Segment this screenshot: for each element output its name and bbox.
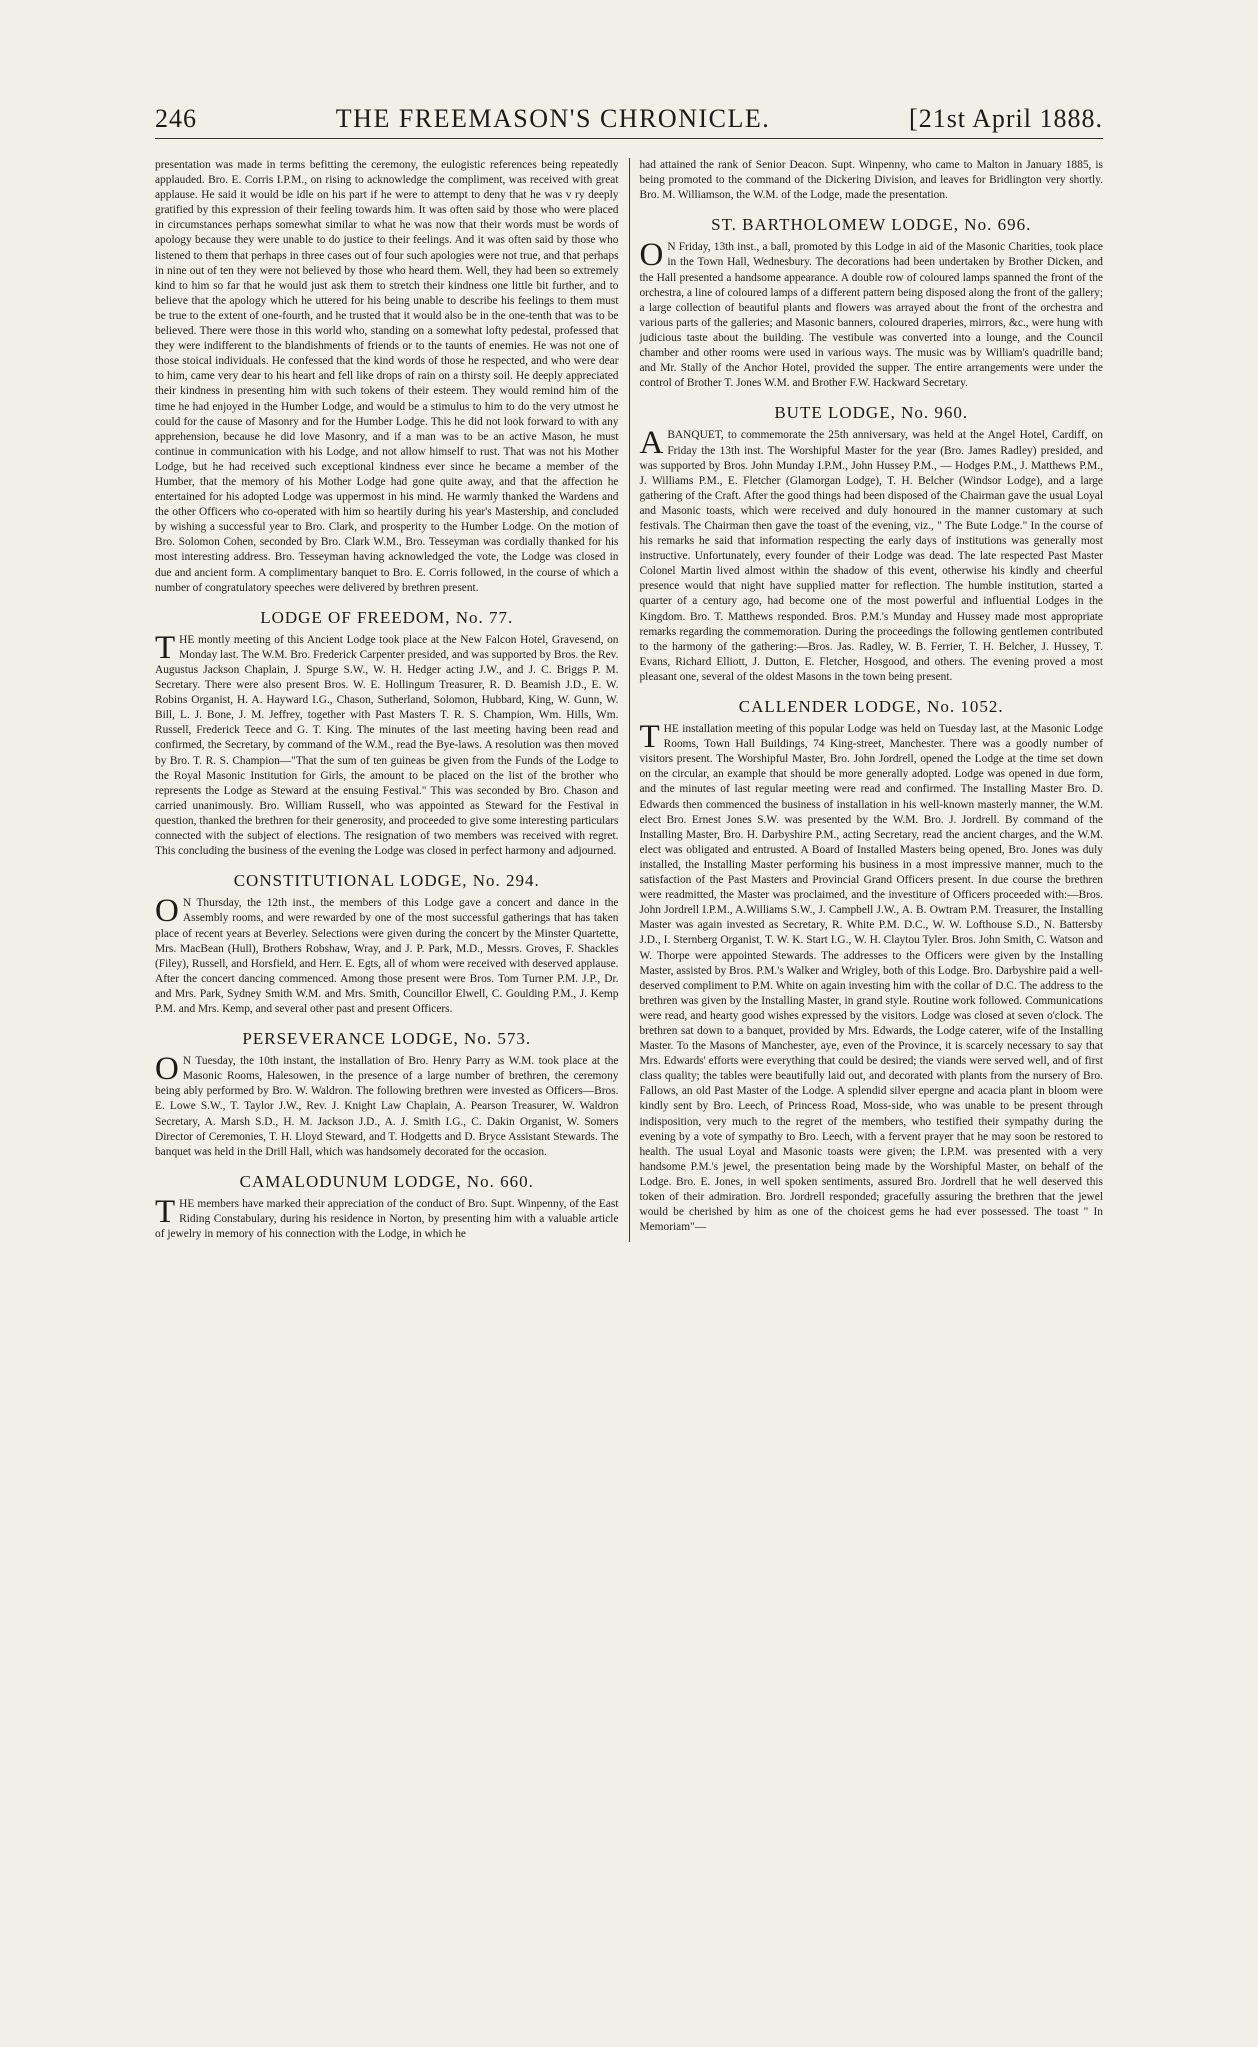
- freedom-lodge-heading: LODGE OF FREEDOM, No. 77.: [260, 607, 514, 627]
- page-number: 246: [155, 104, 197, 133]
- constitutional-lodge-heading: CONSTITUTIONAL LODGE, No. 294.: [233, 871, 540, 891]
- page-header: [155, 104, 1103, 134]
- freedom-lodge-text: THE montly meeting of this Ancient Lodge took place at the New Falcon Hotel, Gravesend, on Monday last. The W.M. Bro. Frederick Carpenter presided, and was supported by Bros. the Rev. Augustus Jackson Chaplain, J. Spurge S.W., W. H. Hedger acting J.W., and J. C. Briggs P. M. Secretary. There were also present Bros. W. E. Hollingum Treasurer, R. D. Beamish J.D., E. W. Robins Organist, H. A. Hayward I.G., Chason, Sutherland, Solomon, Hubbard, King, W. Gunn, W. Bill, L. J. Bone, J. M. Jeffrey, together with Past Masters T. R. S. Champion, Wm. Hills, Wm. Russell, Frederick Teece and G. T. King. The minutes of the last meeting having been read and confirmed, the Secretary, by command of the W.M., read the Bye-laws. A resolution was then moved by Bro. T. R. S. Champion—"That the sum of ten guineas be given from the Funds of the Lodge to the Royal Masonic Institution for Girls, the amount to be placed on the list of the brother who represents the Lodge as Steward at the ensuing Festival." This was seconded by Bro. Chason and carried unanimously. Bro. William Russell, who was appointed as Steward for the Festival in question, thanked the brethren for their generosity, and proceeded to give some interesting particulars connected with the subject of elections. The resignation of two members was received with regret. This concluding the business of the evening the Lodge was closed in perfect harmony and adjourned.: [155, 629, 619, 858]
- bute-lodge-text: ABANQUET, to commemorate the 25th anniversary, was held at the Angel Hotel, Cardiff, on Friday the 13th inst. The Worshipful Master for the year (Bro. James Radley) presided, and was supported by Bros. John Munday I.P.M., John Hussey P.M., — Hodges P.M., J. Matthews P.M., J. Williams P.M., E. Fletcher (Glamorgan Lodge), T. H. Belcher (Windsor Lodge), and a large gathering of the Craft. After the good things had been disposed of the Chairman gave the usual Loyal and Masonic toasts, which were received and duly honoured in the manner customary at such festivals. The Chairman then gave the toast of the evening, viz., " The Bute Lodge." In the course of his remarks he said that information respecting the early days of institutions was generally most instructive. Unfortunately, every founder of their Lodge was dead. The late respected Past Master Colonel Martin lived almost within the shadow of this event, otherwise his kindly and cheerful presence would that night have supplied matter for reflection. The humble institution, started a quarter of a century ago, had become one of the most powerful and influential Lodges in the Kingdom. Bro. T. Matthews responded. Bros. P.M.'s Munday and Hussey made most appropriate remarks regarding the commemoration. During the proceedings the following gentlemen contributed to the harmony of the gathering:—Bros. Jas. Radley, W. B. Ferrier, T. H. Belcher, J. Hussey, T. Evans, Richard Elliott, J. Dutton, E. Fletcher, Hosgood, and others. The evening proved a most pleasant one, several of the oldest Masons in the town being present.: [639, 425, 1103, 683]
- perseverance-lodge-text: ON Tuesday, the 10th instant, the installation of Bro. Henry Parry as W.M. took place at the Masonic Rooms, Halesowen, in the presence of a large number of brethren, the ceremony being ably performed by Bro. W. Waldron. The following brethren were invested as Officers—Bros. E. Lowe S.W., T. Taylor J.W., Rev. J. Knight Law Chaplain, A. Pearson Treasurer, W. Waldron Secretary, A. Marsh S.D., H. M. Jackson J.D., A. J. Smith I.G., C. Dakin Organist, W. Somers Director of Ceremonies, T. H. Lloyd Steward, and T. Hodgetts and D. Bryce Assistant Stewards. The banquet was held in the Drill Hall, which was handsomely decorated for the occasion.: [155, 1051, 619, 1158]
- perseverance-lodge-heading: PERSEVERANCE LODGE, No. 573.: [242, 1029, 532, 1049]
- bute-lodge-heading: BUTE LODGE, No. 960.: [774, 403, 969, 423]
- constitutional-lodge-text: ON Thursday, the 12th inst., the members of this Lodge gave a concert and dance in the Assembly rooms, and were rewarded by one of the most successful gatherings that has taken place of recent years at Beverley. Selections were given during the concert by the Minster Quartette, Mrs. MacBean (Hull), Brothers Robshaw, Wray, and J. P. Park, M.D., Messrs. Groves, F. Shackles (Filey), Russell, and Horsfield, and Herr. E. Egts, all of whom were received with deserved applause. After the concert dancing commenced. Among those present were Bros. Tom Turner P.M. J.P., Dr. and Mrs. Park, Sydney Smith W.M. and Mrs. Smith, Councillor Elwell, C. Goulding P.M., J. Kemp P.M. and Mrs. Kemp, and several other past and present Officers.: [155, 893, 619, 1015]
- callender-lodge-heading: CALLENDER LODGE, No. 1052.: [738, 697, 1004, 716]
- column-divider: [629, 158, 630, 1242]
- bartholomew-lodge-heading: ST. BARTHOLOMEW LODGE, No. 696.: [711, 215, 1032, 235]
- article-columns: [155, 158, 1103, 1242]
- camalodunum-lodge-text: THE members have marked their appreciation of the conduct of Bro. Supt. Winpenny, of the East Riding Constabulary, during his residence in Norton, by presenting him with a valuable article of jewelry in memory of his connection with the Lodge, in which he: [155, 1193, 619, 1241]
- continued-paragraph-right: had attained the rank of Senior Deacon. Supt. Winpenny, who came to Malton in January 1885, is being promoted to the command of the Dickering Division, and leaves for Bridlington very shortly. Bro. M. Williamson, the W.M. of the Lodge, made the presentation.: [639, 159, 1103, 202]
- masthead-title: THE FREEMASON'S CHRONICLE.: [335, 104, 771, 133]
- issue-date: [21st April 1888.: [909, 104, 1103, 133]
- camalodunum-lodge-heading: CAMALODUNUM LODGE, No. 660.: [239, 1171, 534, 1191]
- callender-lodge-text: THE installation meeting of this popular Lodge was held on Tuesday last, at the Masonic Lodge Rooms, Town Hall Buildings, 74 King-street, Manchester. There was a goodly number of visitors present. The Worshipful Master, Bro. John Jordrell, opened the Lodge at the time set down on the circular, an example that should be more generally adopted. Lodge was opened in due form, and the minutes of last regular meeting were read and confirmed. The Installing Master Bro. D. Edwards then commenced the business of installation in his well-known masterly manner, the W.M. elect Bro. Ernest Jones S.W. was presented by the W.M. Bro. J. Jordrell. By command of the Installing Master, Bro. H. Darbyshire P.M., acting Secretary, read the ancient charges, and the W.M. elect was obligated and entrusted. A Board of Installed Masters being opened, Bro. Jones was duly installed, the Installing Master performing his business in a most impressive manner, much to the satisfaction of the Past Masters and Provincial Grand Officers present. In due course the brethren were readmitted, the Master was proclaimed, and the investiture of Officers proceeded with:—Bros. John Jordrell I.P.M., A.Williams S.W., J. Campbell J.W., A. B. Owtram P.M. Treasurer, the Installing Master was again invested as Secretary, R. White P.M. D.C., W. W. Lofthouse S.D., N. Battersby J.D., I. Sternberg Organist, T. W. K. Start I.G., W. H. Claytou Tyler. Bros. John Smith, C. Watson and W. Thorpe were appointed Stewards. The addresses to the Officers were given by the Installing Master, assisted by Bros. P.M.'s Walker and Wrigley, both of this Lodge. Bro. Darbyshire paid a well-deserved compliment to P.M. White on again investing him with the collar of D.C. The address to the brethren was given by the Installing Master, in grand style. Routine work followed. Communications were read, and hearty good wishes expressed by the visitors. Lodge was closed at seven o'clock. The brethren sat down to a banquet, provided by Mrs. Edwards, the Lodge caterer, wife of the Installing Master. To the Masons of Manchester, aye, even of the Province, it is scarcely necessary to say that Mrs. Edwards' efforts were everything that could be desired; the viands were served well, and of first class quality; the tables were beautifully laid out, and decorated with plants from the nursery of Bro. Fallows, an old Past Master of the Lodge. A splendid silver epergne and acacia plant in bloom were kindly sent by Bro. Leech, of Princess Road, Moss-side, who was unable to be present through indisposition, very much to the regret of the members, who testified their sympathy during the evening by a vote of sympathy to Bro. Leech, with a fervent prayer that he may soon be restored to health. The usual Loyal and Masonic toasts were given; the I.P.M. was presented with a very handsome P.M.'s jewel, the presentation being made by the Worshipful Master, on behalf of the Lodge. Bro. E. Jones, in well spoken sentiments, assured Bro. Jordrell that he well deserved this token of their admiration. Bro. Jordrell responded; gracefully assuring the brethren that the jewel would be cherished by him as one of the choicest gems he had ever possessed. The toast " In Memoriam"—: [639, 719, 1103, 1234]
- header-rule: [155, 138, 1103, 139]
- left-column: [155, 158, 619, 1242]
- bartholomew-lodge-text: ON Friday, 13th inst., a ball, promoted by this Lodge in aid of the Masonic Charities, took place in the Town Hall, Wednesbury. The decorations had been undertaken by Brother Dicken, and the Hall presented a handsome appearance. A double row of coloured lamps spanned the front of the orchestra, a line of coloured lamps of a different pattern being disposed along the front of the gallery; a large collection of beautiful plants and flowers was arrayed about the front of the orchestra and various parts of the galleries; and Masonic banners, coloured draperies, mirrors, &c., were hung with judicious taste about the building. The vestibule was converted into a lounge, and the Council chamber and other rooms were used in various ways. The music was by William's quadrille band; and Mr. Stally of the Anchor Hotel, provided the supper. The entire arrangements were under the control of Brother T. Jones W.M. and Brother F.W. Hackward Secretary.: [639, 237, 1103, 390]
- continued-paragraph: presentation was made in terms befitting the ceremony, the eulogistic references being repeatedly applauded. Bro. E. Corris I.P.M., on rising to acknowledge the compliment, was received with great applause. He said it would be idle on his part if he were to attempt to deny that he was v ry deeply gratified by this expression of their feeling towards him. It was often said by those who were placed in circumstances perhaps somewhat similar to what he was now that their words must be words of apology because they were unable to do justice to their feelings. And it was often said by those who listened to them that perhaps in three cases out of four such apologies were not true, and that perhaps in nine out of ten they were not believed by those who heard them. Well, they had been so extremely kind to him so far that he would just ask them to stretch their kindness one little bit further, and to believe that the apology which he uttered for his being unable to describe his feelings to them must be true to the extent of one-fourth, and he trusted that it would also be in the one-tenth that was to be believed. There were those in this world who, standing on a somewhat lofty pedestal, professed that they were indifferent to the blandishments of friends or to the taunts of enemies. He was not one of those stoical individuals. He confessed that the kind words of those he respected, and who were dear to him, came very dear to his heart and fell like drops of rain on a thirsty soil. He deeply appreciated their kindness in presenting him with such tokens of their esteem. They would remind him of the time he had enjoyed in the Humber Lodge, and would be a stimulus to him to do the very utmost he could for the cause of Masonry and for the Humber Lodge. This he did not look forward to with any apprehension, because he did love Masonry, and if a man was to be an active Mason, he must continue in communication with his Lodge, and not allow himself to rust. That was not his Mother Lodge, but he had received such exceptional kindness ever since he became a member of the Humber, that the memory of his Mother Lodge had gone quite away, and that the affection he entertained for his adopted Lodge was uppermost in his mind. He warmly thanked the Wardens and the other Officers who co-operated with him so heartily during his year's Mastership, and concluded by wishing a successful year to Bro. Clark, and prosperity to the Humber Lodge. On the motion of Bro. Solomon Cohen, seconded by Bro. Clark W.M., Bro. Tesseyman was cordially thanked for his most interesting address. Bro. Tesseyman having acknowledged the vote, the Lodge was closed in due and ancient form. A complimentary banquet to Bro. E. Corris followed, in the course of which a number of congratulatory speeches were delivered by brethren present.: [155, 159, 619, 594]
- right-column: [639, 158, 1103, 1242]
